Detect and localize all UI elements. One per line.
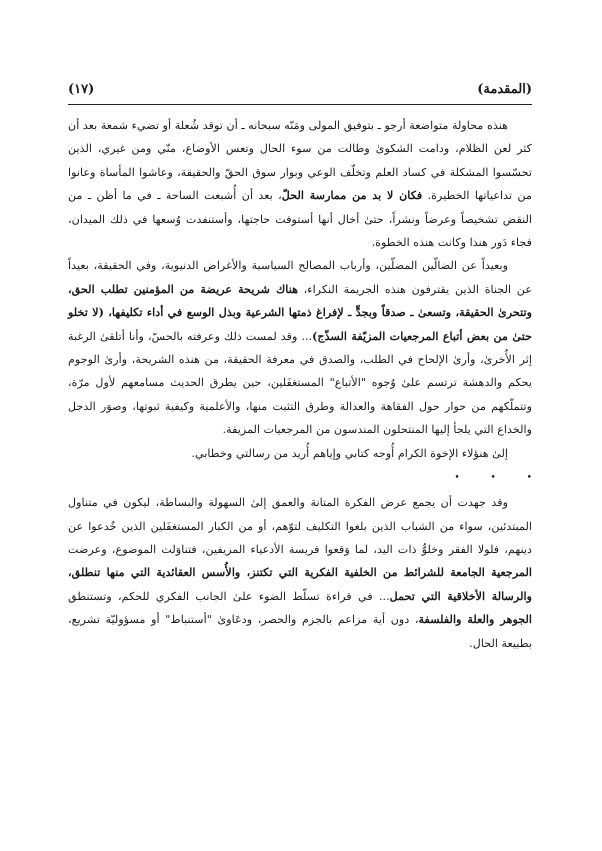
bold-phrase: المرجعية الجامعة للشرائط من الخلفية الفكرية التي تكتنز، والأُسس العقائدية التي منها تنطلق، والرسالة الأخلاقية التي تحمل	[68, 565, 532, 603]
bold-phrase: الجوهر والعلة والفلسفة	[418, 612, 532, 627]
paragraph-4: وقد جهدت أن يجمع عرض الفكرة المتانة والعمق إلىٰ السهولة والبساطة، ليكون في متناول المبتدئين، سواء من الشباب الذين بلغوا التكليف لتوّهم، أو من الكبار المستغفَلين الذين خُدعوا عن دينهم، فلولا الفقر وخلوُّ ذات اليد، لما وَقعوا فريسة الأدعياء المزيفين، فتناوَلت الموضوع، وعرضت المرجعية الجامعة للشرائط من الخلفية الفكرية التي تكتنز، والأُسس العقائدية التي منها تنطلق، والرسالة الأخلاقية التي تحمل... في قراءة تسلّط الضوء علىٰ الجانب الفكري للحكم، وتستنطق الجوهر والعلة والفلسفة، دون أية مزاعم بالجزم والحصر، ودعَاوىٰ "أستنباط" أو مسؤوليّة تشريع، بطبيعة الحال.	[68, 496, 532, 650]
bold-phrase: هناك شريحة عريضة من المؤمنين تطلب الحق، وتتحرىٰ الحقيقة، وتسعىٰ ـ صدقاً وبجدٍّ ـ لإفراغ ذمتها الشرعية وبذل الوسع في أداء تكليفها، (لا تخلو حتىٰ من بعض أتباع المرجعيات المزيّفة السذّج)	[68, 281, 532, 343]
paragraph-2: وبعيداً عن الضالّين المضلّين، وأرباب المصالح السياسية والأغراض الدنيوية، وفي الحقيقة، بعيداً عن الجناة الذين يقترفون هنذه الجريمة النكراء، هناك شريحة عريضة من المؤمنين تطلب الحق، وتتحرىٰ الحقيقة، وتسعىٰ ـ صدقاً وبجدٍّ ـ لإفراغ ذمتها الشرعية وبذل الوسع في أداء تكليفها، (لا تخلو حتىٰ من بعض أتباع المرجعيات المزيّفة السذّج)... وقد لمست ذلك وعرفته بالحسّ، وأنا أتلقىٰ الرغبة إثر الأُخرىٰ، وأرىٰ الإلحاح في الطلب، والصدق في معرفة الحقيقة، من هنذه الشريحة، وأرىٰ الوجوم يحكم والدهشة ترتسم علىٰ وُجوه "الأتباع" المستغفَلين، حين يطرق الحديث مسامعهم لأول مرّة، وتتملّكهم من حوار حول الفقاهة والعدالة وطرق التثبت منها، والأعلمية وكيفية ثبوتها، وصوَر الدجل والخداع التي يلجأ إليها المنتحلون المندسون من المرجعيات المزيفة.	[68, 259, 532, 437]
section-separator: • • •	[454, 473, 546, 484]
paragraph-1: هنذه محاولة متواضعة أرجو ـ بتوفيق المولى ومَنّه سبحانه ـ أن توقد شُعلة أو تضيء شمعة بعد أن كثر لعن الظلام، ودامت الشكوىٰ وطالت من سوء الحال وتعس الأوضاع، منّي ومن غيري، الذين تحسّسوا المشكلة في كساد العلم وتخلّف الوعي وبوار سوق الحقّ والحقيقة، وعاشوا المأساة وعانوا من تداعياتها الخطيرة. فكان لا بد من ممارسة الحلّ، بعد أن أُشبعت الساحة ـ في ما أظن ـ من النقض تشخيصاً وعرضاً ونشراً، حتىٰ أخال أنها أستوفت حاجتها، وأستنفدت وُسعها في ذلك الميدان، فجاء دَور هنذا وكانت هنذه الخطوة.	[68, 119, 532, 250]
bold-phrase: فكان لا بد من ممارسة الحلّ	[281, 188, 423, 203]
paragraph-3: إلىٰ هنؤلاء الإخوة الكرام أُوجه كتابي وإياهم أُريد من رسالتي وخطابي.	[191, 446, 508, 460]
page-body	[68, 114, 546, 655]
page-number: (١٧)	[68, 82, 95, 97]
running-header	[68, 82, 532, 97]
header-rule	[68, 104, 532, 105]
chapter-title: (المقدمة)	[477, 82, 532, 97]
